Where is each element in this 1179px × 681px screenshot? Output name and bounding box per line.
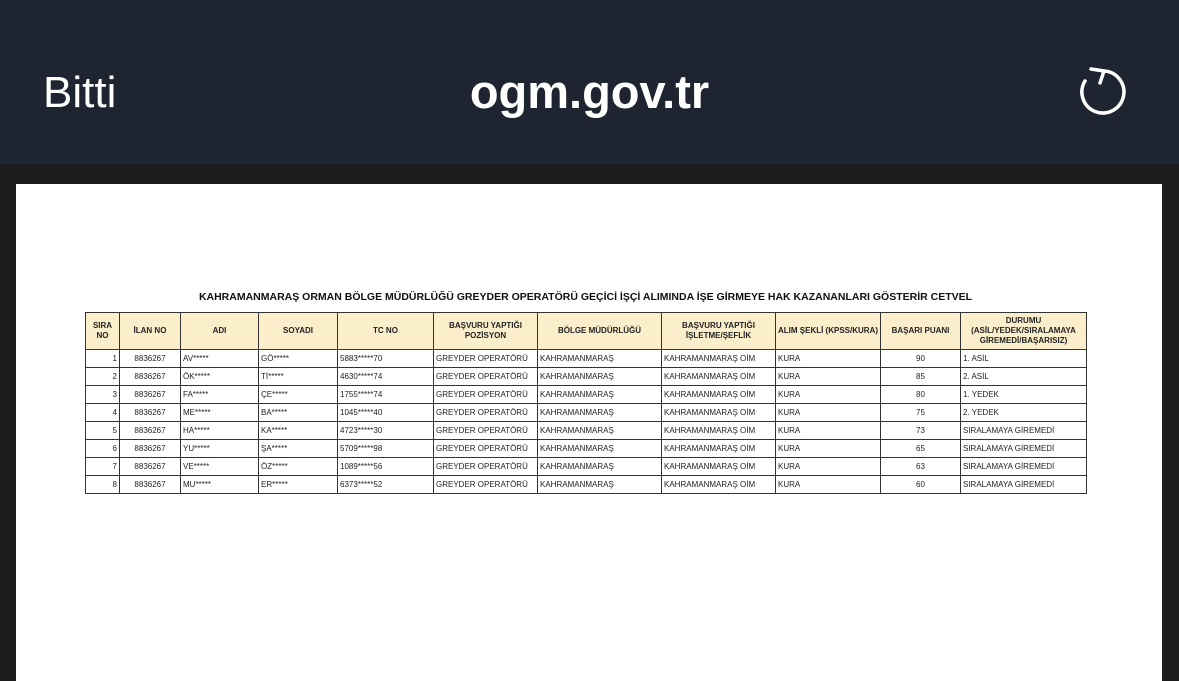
- header-cell: BAŞARI PUANI: [881, 313, 961, 350]
- table-cell: 1. YEDEK: [961, 386, 1087, 404]
- table-cell: 4723*****30: [338, 422, 434, 440]
- table-cell: SIRALAMAYA GİREMEDİ: [961, 440, 1087, 458]
- table-row: [86, 404, 1087, 422]
- table-cell: KAHRAMANMARAŞ: [538, 368, 662, 386]
- table-cell: KA*****: [259, 422, 338, 440]
- table-cell: GÖ*****: [259, 350, 338, 368]
- table-row: [86, 368, 1087, 386]
- table-cell: Tİ*****: [259, 368, 338, 386]
- table-cell: 2. ASİL: [961, 368, 1087, 386]
- site-address[interactable]: ogm.gov.tr: [469, 65, 710, 118]
- table-cell: 1: [86, 350, 120, 368]
- table-cell: 1045*****40: [338, 404, 434, 422]
- table-cell: KAHRAMANMARAŞ OİM: [662, 350, 776, 368]
- table-cell: KURA: [776, 422, 881, 440]
- table-cell: 8836267: [120, 476, 181, 494]
- header-cell: ALIM ŞEKLİ (KPSS/KURA): [776, 313, 881, 350]
- header-cell: BÖLGE MÜDÜRLÜĞÜ: [538, 313, 662, 350]
- table-cell: GREYDER OPERATÖRÜ: [434, 350, 538, 368]
- table-cell: 1089*****56: [338, 458, 434, 476]
- table-cell: 85: [881, 368, 961, 386]
- table-cell: BA*****: [259, 404, 338, 422]
- table-cell: 6: [86, 440, 120, 458]
- browser-top-bar: [0, 0, 1179, 164]
- table-row: [86, 422, 1087, 440]
- header-cell: BAŞVURU YAPTIĞI POZİSYON: [434, 313, 538, 350]
- table-cell: GREYDER OPERATÖRÜ: [434, 440, 538, 458]
- table-cell: 4630*****74: [338, 368, 434, 386]
- done-button[interactable]: Bitti: [43, 68, 117, 117]
- table-row: [86, 386, 1087, 404]
- table-cell: ME*****: [181, 404, 259, 422]
- table-cell: KAHRAMANMARAŞ: [538, 440, 662, 458]
- table-cell: SIRALAMAYA GİREMEDİ: [961, 422, 1087, 440]
- table-cell: 7: [86, 458, 120, 476]
- table-cell: 90: [881, 350, 961, 368]
- table-cell: GREYDER OPERATÖRÜ: [434, 386, 538, 404]
- table-cell: AV*****: [181, 350, 259, 368]
- table-cell: 3: [86, 386, 120, 404]
- table-cell: KAHRAMANMARAŞ: [538, 404, 662, 422]
- header-cell: SIRA NO: [86, 313, 120, 350]
- table-cell: 5: [86, 422, 120, 440]
- table-cell: KAHRAMANMARAŞ OİM: [662, 440, 776, 458]
- header-cell: BAŞVURU YAPTIĞI İŞLETME/ŞEFLİK: [662, 313, 776, 350]
- table-cell: KAHRAMANMARAŞ OİM: [662, 404, 776, 422]
- table-cell: KURA: [776, 386, 881, 404]
- header-cell: İLAN NO: [120, 313, 181, 350]
- header-cell: ADI: [181, 313, 259, 350]
- table-cell: VE*****: [181, 458, 259, 476]
- table-cell: GREYDER OPERATÖRÜ: [434, 476, 538, 494]
- table-cell: 75: [881, 404, 961, 422]
- results-table: [85, 312, 1087, 494]
- document-title: KAHRAMANMARAŞ ORMAN BÖLGE MÜDÜRLÜĞÜ GREYDER OPERATÖRÜ GEÇİCİ İŞÇİ ALIMINDA İŞE GİRMEYE HAK KAZANANLARI GÖSTERİR CETVEL: [198, 291, 973, 303]
- table-cell: KAHRAMANMARAŞ: [538, 476, 662, 494]
- table-cell: 73: [881, 422, 961, 440]
- table-cell: KAHRAMANMARAŞ OİM: [662, 368, 776, 386]
- table-cell: 8: [86, 476, 120, 494]
- table-row: [86, 440, 1087, 458]
- table-cell: KAHRAMANMARAŞ OİM: [662, 458, 776, 476]
- reload-icon[interactable]: [1074, 64, 1128, 120]
- table-cell: GREYDER OPERATÖRÜ: [434, 368, 538, 386]
- header-cell: TC NO: [338, 313, 434, 350]
- table-cell: KURA: [776, 368, 881, 386]
- table-cell: FA*****: [181, 386, 259, 404]
- header-cell: DURUMU (ASİL/YEDEK/SIRALAMAYA GİREMEDİ/BAŞARISIZ): [961, 313, 1087, 350]
- table-cell: 8836267: [120, 350, 181, 368]
- table-cell: ÖZ*****: [259, 458, 338, 476]
- table-cell: KAHRAMANMARAŞ OİM: [662, 386, 776, 404]
- table-cell: 1. ASİL: [961, 350, 1087, 368]
- table-cell: 5709*****98: [338, 440, 434, 458]
- table-cell: KURA: [776, 458, 881, 476]
- table-cell: 8836267: [120, 422, 181, 440]
- table-cell: 80: [881, 386, 961, 404]
- table-cell: KAHRAMANMARAŞ OİM: [662, 476, 776, 494]
- table-row: [86, 458, 1087, 476]
- table-cell: HA*****: [181, 422, 259, 440]
- table-cell: 2. YEDEK: [961, 404, 1087, 422]
- table-cell: 8836267: [120, 440, 181, 458]
- table-cell: KAHRAMANMARAŞ OİM: [662, 422, 776, 440]
- table-cell: 65: [881, 440, 961, 458]
- table-cell: ER*****: [259, 476, 338, 494]
- table-cell: 2: [86, 368, 120, 386]
- table-cell: 8836267: [120, 404, 181, 422]
- table-cell: ŞA*****: [259, 440, 338, 458]
- table-cell: 5883*****70: [338, 350, 434, 368]
- table-cell: 8836267: [120, 386, 181, 404]
- table-row: [86, 476, 1087, 494]
- table-cell: GREYDER OPERATÖRÜ: [434, 458, 538, 476]
- table-cell: KURA: [776, 350, 881, 368]
- table-cell: GREYDER OPERATÖRÜ: [434, 422, 538, 440]
- table-cell: GREYDER OPERATÖRÜ: [434, 404, 538, 422]
- table-cell: ÖK*****: [181, 368, 259, 386]
- table-cell: 4: [86, 404, 120, 422]
- table-cell: ÇE*****: [259, 386, 338, 404]
- table-cell: 60: [881, 476, 961, 494]
- table-cell: KAHRAMANMARAŞ: [538, 458, 662, 476]
- table-cell: 8836267: [120, 458, 181, 476]
- table-cell: 6373*****52: [338, 476, 434, 494]
- table-cell: 1755*****74: [338, 386, 434, 404]
- table-cell: KAHRAMANMARAŞ: [538, 386, 662, 404]
- table-cell: MU*****: [181, 476, 259, 494]
- table-cell: SIRALAMAYA GİREMEDİ: [961, 476, 1087, 494]
- table-cell: 8836267: [120, 368, 181, 386]
- table-cell: KURA: [776, 404, 881, 422]
- table-row: [86, 350, 1087, 368]
- table-cell: 63: [881, 458, 961, 476]
- table-cell: KAHRAMANMARAŞ: [538, 350, 662, 368]
- table-cell: SIRALAMAYA GİREMEDİ: [961, 458, 1087, 476]
- table-cell: KURA: [776, 476, 881, 494]
- table-header-row: [86, 313, 1087, 350]
- table-cell: KURA: [776, 440, 881, 458]
- table-cell: KAHRAMANMARAŞ: [538, 422, 662, 440]
- header-cell: SOYADI: [259, 313, 338, 350]
- table-cell: YU*****: [181, 440, 259, 458]
